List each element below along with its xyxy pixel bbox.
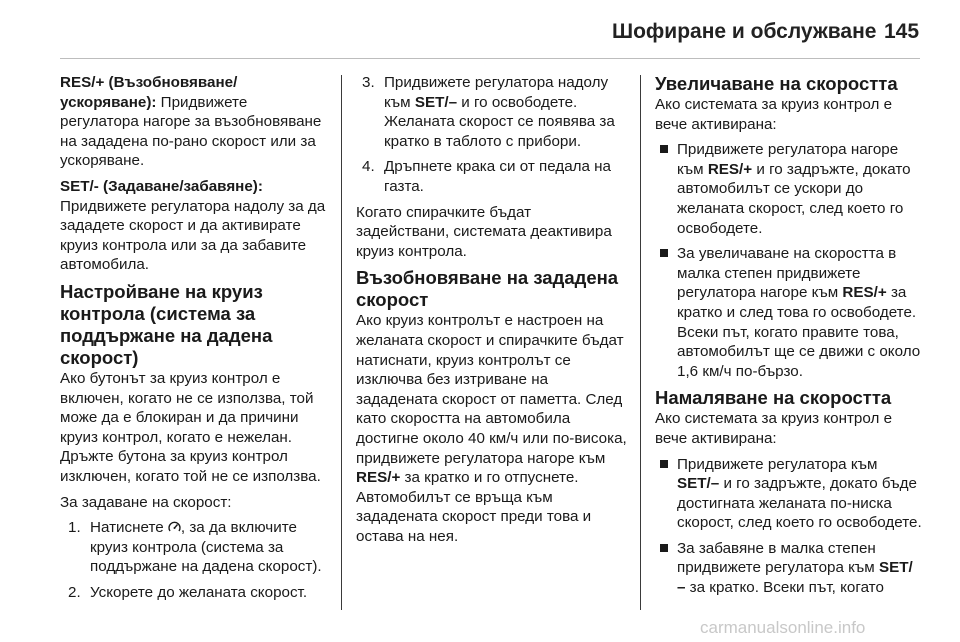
step-text-bold: SET/– — [414, 93, 458, 111]
column-divider-2 — [640, 75, 641, 610]
bullet-text-post: и го задръжте, докато автомобилът се ускори до желаната скорост, след което го освободете. — [677, 160, 911, 237]
res-term: RES/+ (Възобновяване/ ускоряване): — [60, 74, 238, 111]
list-item — [60, 583, 326, 603]
set-term: SET/- (Задаване/забавяне): — [60, 177, 263, 195]
watermark: carmanualsonline.info — [700, 618, 866, 637]
page-header — [0, 0, 960, 58]
res-text: Придвижете регулатора нагоре за възобновяване на зададена по-рано скорост или за ускоряване. — [60, 93, 322, 170]
step-text: Ускорете до желаната скорост. — [90, 583, 308, 601]
column-divider-1 — [341, 75, 342, 610]
setup-lead: За задаване на скорост: — [60, 493, 232, 511]
column-3 — [655, 73, 923, 604]
increase-intro: Ако системата за круиз контрол е вече активирана: — [655, 96, 893, 133]
step-text-post: , за да включите круиз контрола (система за поддържане на дадена скорост). — [90, 519, 322, 576]
section-heading-setup: Настройване на круиз контрола (система за поддържане на дадена скорост) — [60, 280, 273, 368]
increase-list — [655, 140, 923, 381]
column-1 — [60, 73, 326, 608]
bullet-text-post: и го задръжте, докато бъде достигната желаната по-ниска скорост, след което го освободете. — [677, 475, 922, 532]
res-definition — [60, 73, 326, 171]
step-text-pre: Натиснете — [90, 519, 168, 537]
bullet-text-pre: Придвижете регулатора към — [677, 455, 878, 473]
resume-text — [356, 311, 628, 546]
list-item — [655, 140, 923, 238]
setup-steps — [60, 518, 326, 602]
section-heading-resume: Възобновяване на зададена скорост — [356, 267, 619, 311]
section-heading-increase: Увеличаване на скоростта — [655, 73, 898, 94]
step-number: 3. — [362, 74, 375, 91]
cruise-control-icon — [168, 520, 181, 534]
list-item — [655, 455, 923, 533]
decrease-list — [655, 455, 923, 598]
set-text: Придвижете регулатора надолу за да зададете скорост и да активирате круиз контрола или за да забавите автомобила. — [60, 197, 326, 274]
decrease-intro: Ако системата за круиз контрол е вече активирана: — [655, 410, 893, 447]
resume-text-bold: RES/+ — [356, 469, 401, 487]
bullet-icon — [660, 145, 668, 153]
section-heading-decrease: Намаляване на скоростта — [655, 387, 892, 409]
column-2 — [356, 73, 628, 552]
setup-intro: Ако бутонът за круиз контрол е включен, когато не се използва, той може да е блокиран и да причини круиз контрол, когато е нежелан. Дръжте бутона за круиз контрол изключен, когато той не се използва. — [60, 369, 321, 485]
resume-text-post: за кратко и го отпуснете. Автомобилът се връща към зададената скорост преди това и остава на нея. — [356, 469, 592, 545]
bullet-text-pre: Придвижете регулатора нагоре към — [677, 141, 899, 178]
page-number: 145 — [884, 20, 920, 43]
bullet-text-bold: RES/+ — [842, 284, 887, 302]
resume-text-pre: Ако круиз контролът е настроен на желаната скорост и спирачките бъдат натиснати, круиз контролът се изключва без изтриване на зададената скорост от паметта. След като скоростта на автомобила достигне около 40 км/ч или по-висока, придвижете регулатора нагоре към — [356, 312, 627, 467]
step-number: 4. — [362, 158, 375, 176]
list-item — [655, 539, 923, 598]
list-item — [356, 73, 628, 151]
bullet-text-pre: За забавяне в малка степен придвижете регулатора към — [677, 539, 879, 577]
list-item — [655, 244, 923, 381]
step-text-pre: Придвижете регулатора надолу към — [384, 74, 609, 111]
step-number: 2. — [68, 583, 81, 601]
bullet-text-post: за кратко. Всеки път, когато — [685, 579, 884, 597]
list-item — [356, 157, 628, 196]
bullet-text-pre: За увеличаване на скоростта в малка степен придвижете регулатора нагоре към — [677, 245, 897, 302]
bullet-icon — [660, 544, 668, 552]
step-text: Дръпнете крака си от педала на газта. — [384, 158, 612, 195]
brake-note: Когато спирачките бъдат задействани, системата деактивира круиз контрола. — [356, 203, 612, 260]
step-number: 1. — [68, 519, 81, 537]
header-divider — [60, 58, 920, 59]
bullet-text-bold: SET/ – — [677, 559, 913, 597]
set-definition — [60, 177, 326, 275]
step-text-post: и го освободете. Желаната скорост се появява за кратко в таблото с прибори. — [384, 93, 615, 150]
setup-steps-continued — [356, 73, 628, 197]
page-title: Шофиране и обслужване — [612, 20, 877, 43]
bullet-text-post: за кратко и след това го освободете. Всеки път, когато правите това, автомобилът ще се движи с около 1,6 км/ч по-бързо. — [677, 284, 921, 380]
bullet-text-bold: SET/– — [677, 475, 720, 493]
list-item — [60, 518, 326, 577]
bullet-icon — [660, 460, 668, 468]
bullet-icon — [660, 249, 668, 257]
bullet-text-bold: RES/+ — [707, 160, 753, 178]
